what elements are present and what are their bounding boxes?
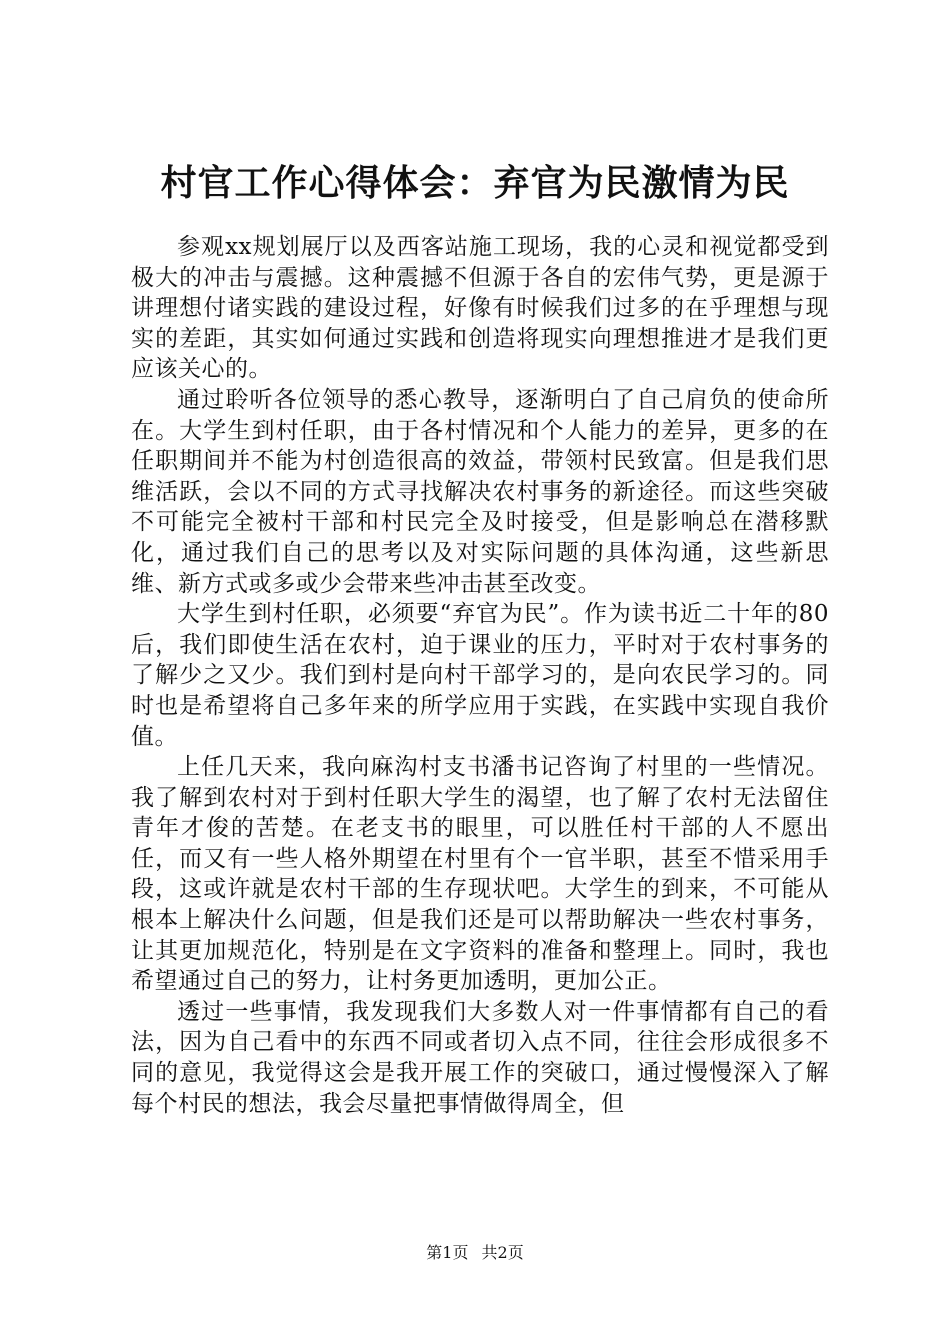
page-total: 共2页 bbox=[481, 1243, 524, 1262]
paragraph: 通过聆听各位领导的悉心教导，逐渐明白了自己肩负的使命所在。大学生到村任职，由于各村情况和个人能力的差异，更多的在任职期间并不能为村创造很高的效益，带领村民致富。但是我们思维活跃，会以不同的方式寻找解决农村事务的新途径。而这些突破不可能完全被村干部和村民完全及时接受，但是影响总在潜移默化，通过我们自己的思考以及对实际问题的具体沟通，这些新思维、新方式或多或少会带来些冲击甚至改变。 bbox=[131, 386, 829, 597]
paragraph: 上任几天来，我向麻沟村支书潘书记咨询了村里的一些情况。我了解到农村对于到村任职大学生的渴望，也了解了农村无法留住青年才俊的苦楚。在老支书的眼里，可以胜任村干部的人不愿出任，而又有一些人格外期望在村里有个一官半职，甚至不惜采用手段，这或许就是农村干部的生存现状吧。大学生的到来，不可能从根本上解决什么问题，但是我们还是可以帮助解决一些农村事务，让其更加规范化，特别是在文字资料的准备和整理上。同时，我也希望通过自己的努力，让村务更加透明，更加公正。 bbox=[131, 754, 829, 995]
page-footer bbox=[0, 1243, 950, 1263]
document-title: 村官工作心得体会：弃官为民激情为民 bbox=[160, 162, 790, 204]
document-body bbox=[131, 232, 829, 1119]
paragraph: 大学生到村任职，必须要“弃官为民”。作为读书近二十年的80后，我们即使生活在农村，迫于课业的压力，平时对于农村事务的了解少之又少。我们到村是向村干部学习的，是向农民学习的。同时也是希望将自己多年来的所学应用于实践，在实践中实现自我价值。 bbox=[131, 601, 829, 750]
paragraph: 参观xx规划展厅以及西客站施工现场，我的心灵和视觉都受到极大的冲击与震撼。这种震撼不但源于各自的宏伟气势，更是源于讲理想付诸实践的建设过程，好像有时候我们过多的在乎理想与现实的差距，其实如何通过实践和创造将现实向理想推进才是我们更应该关心的。 bbox=[131, 234, 829, 383]
page-number: 第1页 bbox=[426, 1243, 469, 1262]
paragraph: 透过一些事情，我发现我们大多数人对一件事情都有自己的看法，因为自己看中的东西不同或者切入点不同，往往会形成很多不同的意见，我觉得这会是我开展工作的突破口，通过慢慢深入了解每个村民的想法，我会尽量把事情做得周全，但 bbox=[131, 998, 829, 1117]
